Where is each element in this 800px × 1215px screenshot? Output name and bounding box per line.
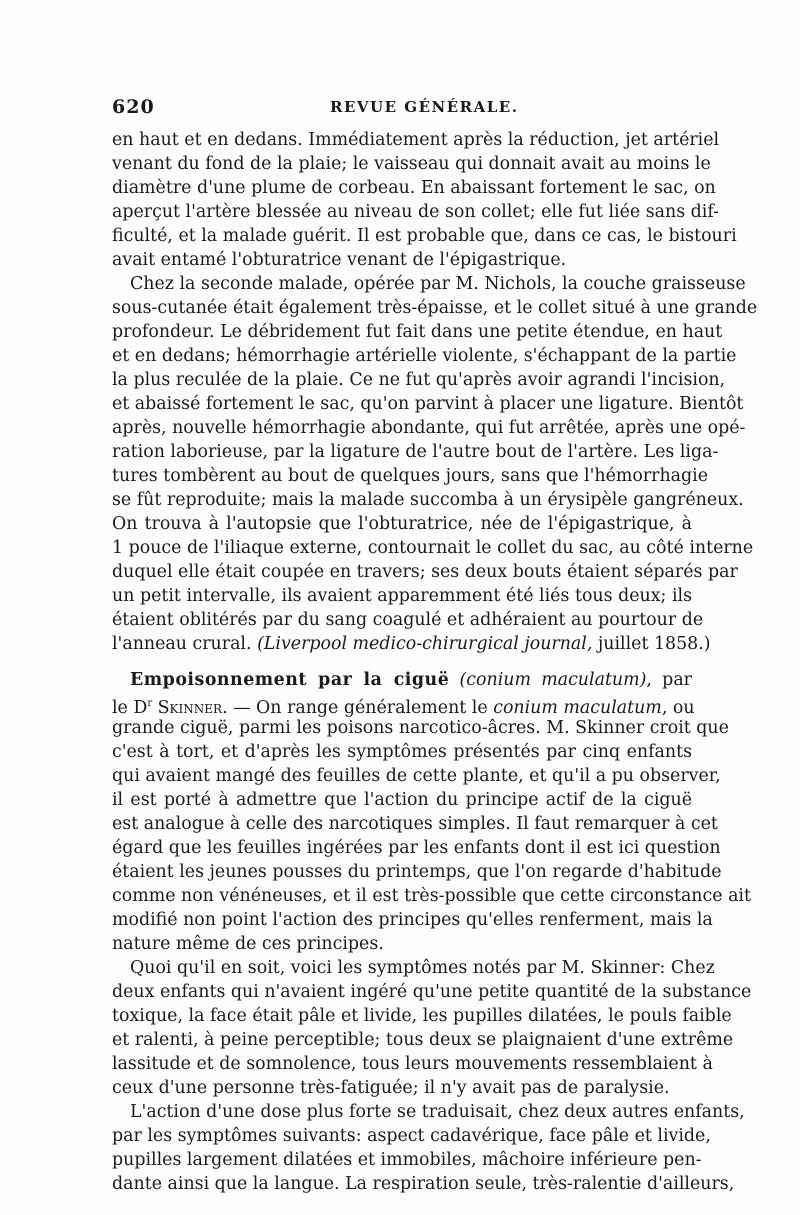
text-line: On trouva à l'autopsie que l'obturatrice, née de l'épigastrique, à (112, 514, 692, 534)
conium-italic: conium maculatum (493, 697, 662, 718)
citation-date: juillet 1858.) (592, 634, 711, 654)
text-line: aperçut l'artère blessée au niveau de son collet; elle fut liée sans dif- (112, 202, 720, 222)
text-line: par les symptômes suivants: aspect cadavérique, face pâle et livide, (112, 1126, 711, 1146)
author-sup: r (147, 698, 153, 709)
text-line: sous-cutanée était également très-épaisse, et le collet situé à une grande (112, 298, 758, 318)
text-line: toxique, la face était pâle et livide, les pupilles dilatées, le pouls faible (112, 1006, 732, 1026)
journal-title: (Liverpool medico-chirurgical journal, (257, 634, 593, 654)
text-line: venant du fond de la plaie; le vaisseau qui donnait avait au moins le (112, 154, 711, 174)
text-line: c'est à tort, et d'après les symptômes présentés par cinq enfants (112, 742, 692, 762)
line-end: , ou (661, 697, 695, 718)
text-line: ceux d'une personne très-fatiguée; il n'y avait pas de paralysie. (112, 1078, 670, 1098)
text-line: après, nouvelle hémorrhagie abondante, qui fut arrêtée, après une opé- (112, 418, 746, 438)
running-head: REVUE GÉNÉRALE. (330, 98, 519, 116)
author-name: Skinner (157, 697, 223, 718)
author-line (112, 692, 695, 718)
text-line: et en dedans; hémorrhagie artérielle violente, s'échappant de la partie (112, 346, 737, 366)
text-line: dante ainsi que la langue. La respiration seule, très-ralentie d'ailleurs, (112, 1174, 735, 1194)
text-line: tures tombèrent au bout de quelques jours, sans que l'hémorrhagie (112, 466, 709, 486)
text-line: modifié non point l'action des principes qu'elles renferment, mais la (112, 910, 713, 930)
text-line: l'anneau crural. (112, 634, 258, 654)
text-line: duquel elle était coupée en travers; ses deux bouts étaient séparés par (112, 562, 738, 582)
page-header (112, 96, 692, 122)
text-line: étaient oblitérés par du sang coagulé et adhéraient au pourtour de (112, 610, 704, 630)
text-line: un petit intervalle, ils avaient apparemment été liés tous deux; ils (112, 586, 692, 606)
text-line: et ralenti, à peine perceptible; tous deux se plaignaient d'une extrême (112, 1030, 734, 1050)
text-line: nature même de ces principes. (112, 934, 384, 954)
citation-line (112, 632, 711, 656)
text-line: lassitude et de somnolence, tous leurs mouvements ressemblaient à (112, 1054, 713, 1074)
text-line: Quoi qu'il en soit, voici les symptômes notés par M. Skinner: Chez (130, 958, 715, 978)
text-line: profondeur. Le débridement fut fait dans une petite étendue, en haut (112, 322, 723, 342)
text-line: se fût reproduite; mais la malade succomba à un érysipèle gangréneux. (112, 490, 744, 510)
author-prefix: le D (112, 697, 148, 718)
section-title: Empoisonnement par la ciguë (130, 670, 450, 690)
text-line: diamètre d'une plume de corbeau. En abaissant fortement le sac, on (112, 178, 716, 198)
text-line: ration laborieuse, par la ligature de l'autre bout de l'artère. Les liga- (112, 442, 719, 462)
text-line: pupilles largement dilatées et immobiles, mâchoire inférieure pen- (112, 1150, 702, 1170)
text-line: est analogue à celle des narcotiques simples. Il faut remarquer à cet (112, 814, 718, 834)
text-line: ficulté, et la malade guérit. Il est probable que, dans ce cas, le bistouri (112, 226, 737, 246)
text-line: égard que les feuilles ingérées par les enfants dont il est ici question (112, 838, 721, 858)
section-heading (130, 668, 692, 692)
author-after: . — On range généralement le (222, 697, 494, 718)
section-title-latin: (conium maculatum) (459, 670, 647, 690)
text-line: étaient les jeunes pousses du printemps, que l'on regarde d'habitude (112, 862, 722, 882)
text-line: en haut et en dedans. Immédiatement après la réduction, jet artériel (112, 130, 720, 150)
text-line: 1 pouce de l'iliaque externe, contournait le collet du sac, au côté interne (112, 538, 754, 558)
page-number: 620 (112, 96, 155, 118)
text-line: la plus reculée de la plaie. Ce ne fut qu'après avoir agrandi l'incision, (112, 370, 726, 390)
text-line: et abaissé fortement le sac, qu'on parvint à placer une ligature. Bientôt (112, 394, 744, 414)
text-line: deux enfants qui n'avaient ingéré qu'une petite quantité de la substance (112, 982, 752, 1002)
section-title-after: , par (646, 670, 692, 690)
text-line: il est porté à admettre que l'action du principe actif de la ciguë (112, 790, 692, 810)
text-line: Chez la seconde malade, opérée par M. Nichols, la couche graisseuse (130, 274, 746, 294)
text-line: grande ciguë, parmi les poisons narcotico-âcres. M. Skinner croit que (112, 718, 729, 738)
text-line: qui avaient mangé des feuilles de cette plante, et qu'il a pu observer, (112, 766, 721, 786)
text-line: L'action d'une dose plus forte se traduisait, chez deux autres enfants, (130, 1102, 745, 1122)
text-line: comme non vénéneuses, et il est très-possible que cette circonstance ait (112, 886, 751, 906)
text-line: avait entamé l'obturatrice venant de l'épigastrique. (112, 250, 567, 270)
